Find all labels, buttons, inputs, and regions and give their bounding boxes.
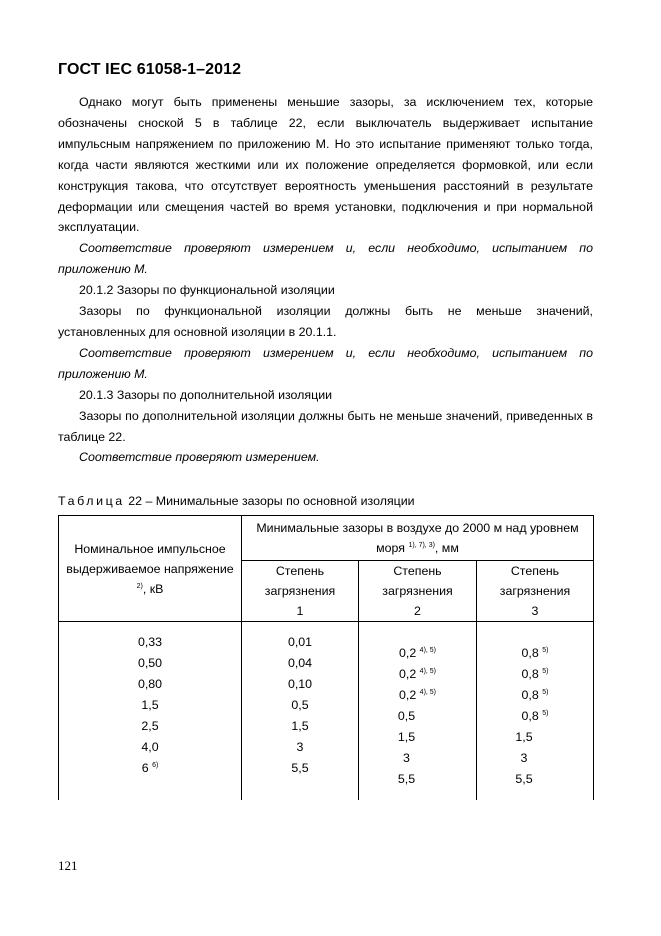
section-heading: 20.1.2 Зазоры по функциональной изоляции: [79, 283, 335, 298]
cell: 0,80: [137, 677, 163, 691]
cell: 4,0: [141, 740, 159, 754]
cell: 3: [403, 751, 410, 765]
header-group: [242, 516, 594, 561]
pd3-column: [477, 622, 594, 800]
cell: 0,04: [287, 656, 313, 670]
paragraph-italic: Соответствие проверяют измерением и, если необходимо, испытанием по приложению М.: [58, 241, 593, 277]
paragraph: Зазоры по дополнительной изоляции должны быть не меньше значений, приведенных в таблице 22.: [58, 408, 593, 444]
section-heading: 20.1.3 Зазоры по дополнительной изоляции: [79, 387, 333, 402]
cell: 5,5: [515, 772, 533, 786]
footnote-ref: 4), 5): [419, 668, 437, 675]
cell-value: 0,8: [521, 646, 539, 660]
cell: 1,5: [397, 730, 416, 744]
pd1-column: [242, 622, 359, 800]
cell: 1,5: [291, 719, 309, 733]
header-voltage: [59, 516, 242, 622]
table-caption-word: Таблица: [58, 494, 125, 508]
footnote-ref: 2): [136, 582, 143, 590]
voltage-column: [59, 622, 242, 800]
paragraph-italic: Соответствие проверяют измерением и, если необходимо, испытанием по приложению М.: [58, 345, 593, 381]
cell: 3: [296, 740, 304, 754]
header-voltage-unit: , кВ: [142, 581, 164, 596]
header-pd2: Степень загрязнения 2: [359, 561, 477, 622]
cell: 0,5: [397, 709, 416, 723]
cell: 1,5: [141, 698, 159, 712]
footnote-ref: 4), 5): [419, 689, 437, 696]
cell-value: 0,2: [398, 646, 417, 660]
footnote-ref: 5): [542, 647, 549, 654]
cell-value: 6: [141, 761, 149, 775]
footnote-ref: 6): [152, 762, 159, 769]
page-number: 121: [58, 858, 78, 873]
paragraph-italic: Соответствие проверяют измерением.: [79, 450, 320, 465]
footnote-ref: 5): [542, 668, 549, 675]
clearance-table: [58, 515, 594, 800]
cell-value: 0,8: [521, 709, 539, 723]
cell: [477, 685, 593, 706]
table-caption: [58, 494, 415, 508]
footnote-ref: 1), 7), 3): [408, 542, 435, 549]
cell: 5,5: [397, 772, 416, 786]
footnote-ref: 5): [542, 689, 549, 696]
cell: [59, 758, 241, 779]
cell: 2,5: [141, 719, 159, 733]
footnote-ref: 5): [542, 710, 549, 717]
cell: 3: [520, 751, 528, 765]
table-caption-text: 22 – Минимальные зазоры по основной изоляции: [128, 494, 415, 508]
footnote-ref: 4), 5): [419, 647, 437, 654]
cell: 5,5: [291, 761, 309, 775]
cell-value: 0,2: [398, 688, 417, 702]
cell: 0,5: [291, 698, 309, 712]
header-group-text: Минимальные зазоры в воздухе до 2000 м над уровнем моря: [256, 521, 579, 555]
header-pd1: Степень загрязнения 1: [242, 561, 359, 622]
cell: 0,10: [287, 677, 313, 691]
document-header: ГОСТ IEC 61058-1–2012: [58, 61, 242, 78]
cell: [359, 685, 476, 706]
cell-value: 0,8: [521, 688, 539, 702]
cell: [477, 706, 593, 727]
paragraph: Зазоры по функциональной изоляции должны быть не меньше значений, установленных для основной изоляции в 20.1.1.: [58, 304, 593, 339]
cell: [359, 643, 476, 664]
cell: [477, 664, 593, 685]
header-voltage-text: Номинальное импульсное выдерживаемое напряжение: [66, 541, 234, 576]
paragraph: Однако могут быть применены меньшие зазоры, за исключением тех, которые обозначены сноской 5 в таблице 22, если выключатель выдерживает испытание импульсным напряжением по приложению М. Но это испытание применяют только тогда, когда части являются жесткими или их положение определяется формовкой, или если конструкция такова, что отсутствует вероятность уменьшения расстояний в результате деформации или смещения частей во время установки, подключения и при нормальной эксплуатации.: [58, 95, 593, 235]
pd2-column: [359, 622, 477, 800]
cell: 0,01: [287, 635, 313, 649]
cell: [477, 643, 593, 664]
cell: [359, 664, 476, 685]
header-group-unit: , мм: [434, 541, 459, 555]
header-pd3: Степень загрязнения 3: [477, 561, 594, 622]
cell: 0,50: [137, 656, 163, 670]
body-text: [58, 92, 593, 468]
cell-value: 0,8: [521, 667, 539, 681]
cell-value: 0,2: [398, 667, 417, 681]
cell: 1,5: [515, 730, 533, 744]
cell: 0,33: [137, 635, 163, 649]
